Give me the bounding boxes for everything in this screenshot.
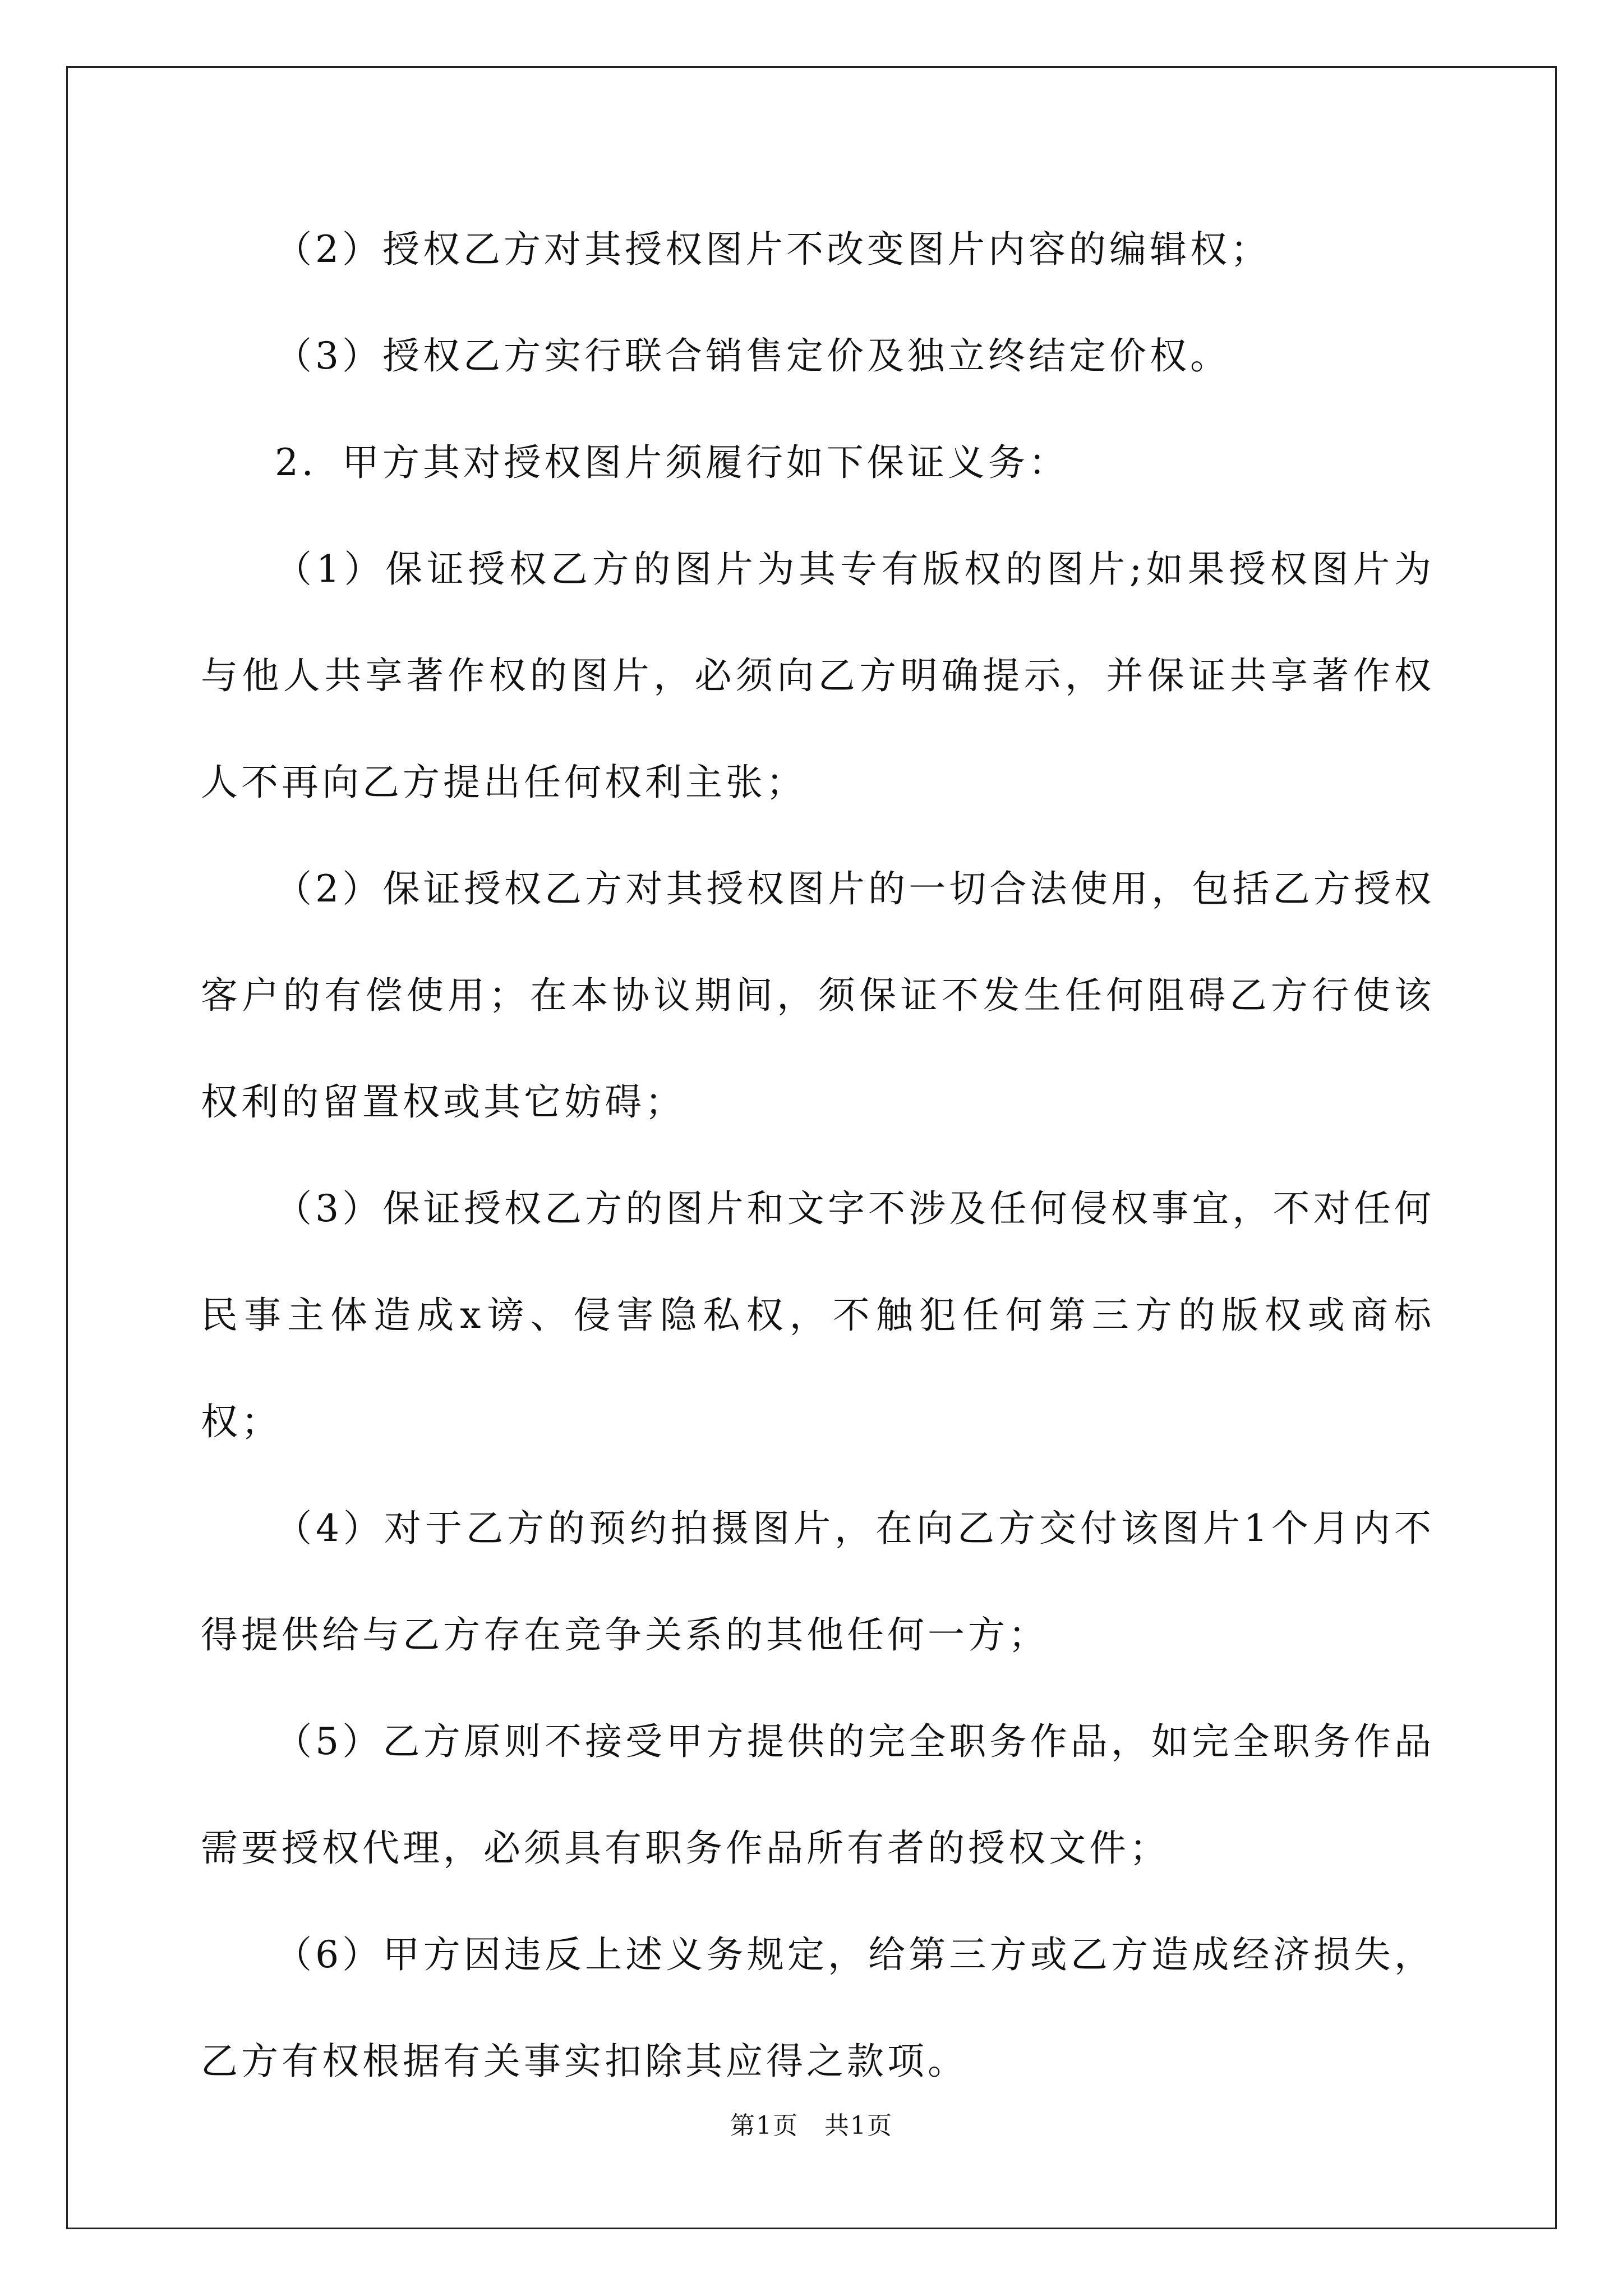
paragraph-guarantee-5: （5）乙方原则不接受甲方提供的完全职务作品，如完全职务作品需要授权代理，必须具有职务作品所有者的授权文件； bbox=[201, 1720, 1435, 1870]
document-body bbox=[201, 196, 1435, 2115]
paragraph-edit-right: （2）授权乙方对其授权图片不改变图片内容的编辑权； bbox=[275, 228, 1271, 271]
paragraph-guarantee-6: （6）甲方因违反上述义务规定，给第三方或乙方造成经济损失，乙方有权根据有关事实扣除其应得之款项。 bbox=[201, 1933, 1435, 2083]
paragraph-guarantee-2: （2）保证授权乙方对其授权图片的一切合法使用，包括乙方授权客户的有偿使用；在本协议期间，须保证不发生任何阻碍乙方行使该权利的留置权或其它妨碍； bbox=[201, 867, 1435, 1124]
paragraph-guarantee-4: （4）对于乙方的预约拍摄图片，在向乙方交付该图片1个月内不得提供给与乙方存在竞争关系的其他任何一方； bbox=[201, 1507, 1435, 1657]
paragraph-guarantee-3: （3）保证授权乙方的图片和文字不涉及任何侵权事宜，不对任何民事主体造成x谤、侵害隐私权，不触犯任何第三方的版权或商标权； bbox=[201, 1187, 1435, 1443]
paragraph-guarantee-1: （1）保证授权乙方的图片为其专有版权的图片;如果授权图片为与他人共享著作权的图片，必须向乙方明确提示，并保证共享著作权人不再向乙方提出任何权利主张； bbox=[201, 547, 1435, 804]
page-footer: 第1页 共1页 bbox=[730, 2111, 893, 2140]
paragraph-pricing-right: （3）授权乙方实行联合销售定价及独立终结定价权。 bbox=[275, 334, 1230, 378]
paragraph-section-2-heading: 2．甲方其对授权图片须履行如下保证义务： bbox=[275, 441, 1069, 484]
